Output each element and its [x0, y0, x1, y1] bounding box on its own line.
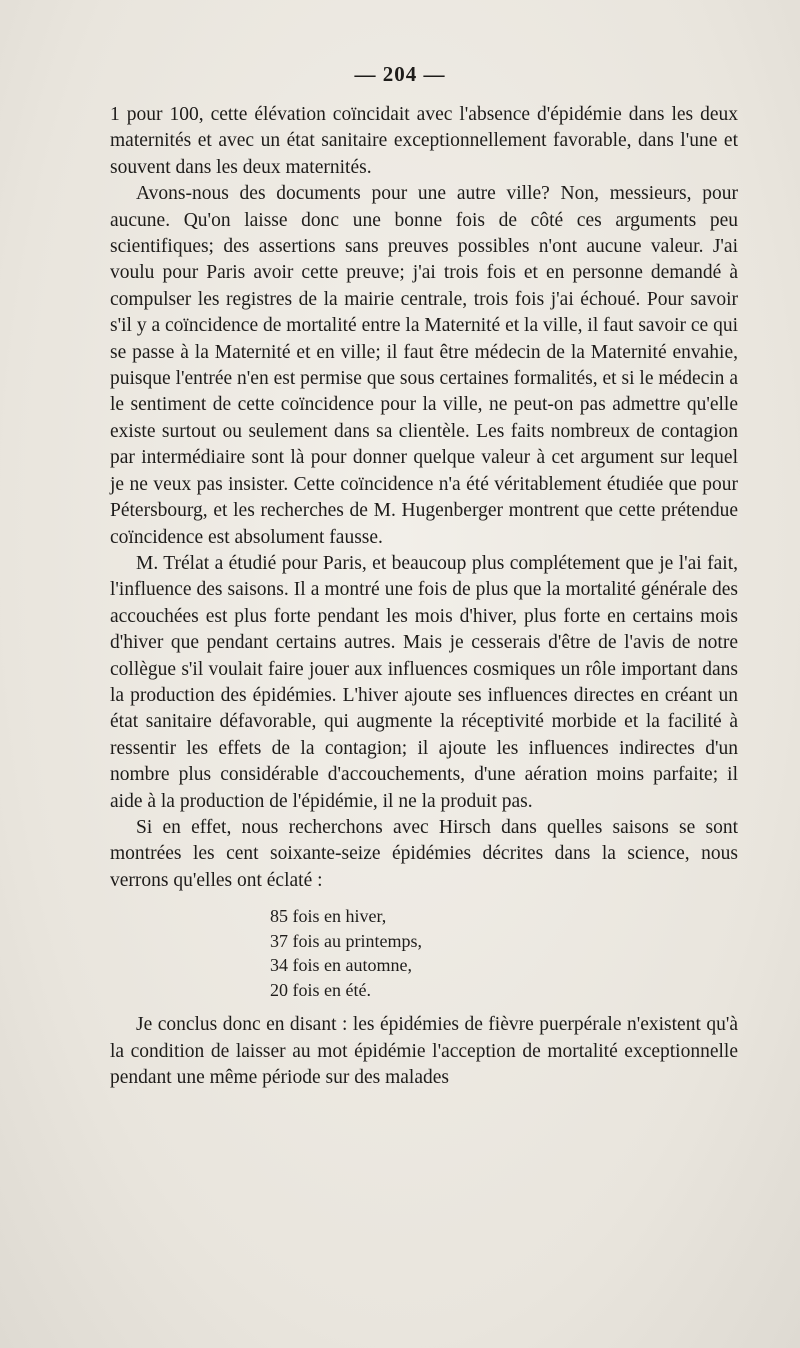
stat-summer: 20 fois en été.: [270, 979, 371, 1000]
page-body: [110, 102, 738, 1091]
paragraph-continued: 1 pour 100, cette élévation coïncidait avec l'absence d'épidémie dans les deux maternités et avec un état sanitaire exceptionnellement favorable, dans l'une et souvent dans les deux maternités.: [110, 104, 738, 178]
paragraph-documents: Avons-nous des documents pour une autre ville? Non, messieurs, pour aucune. Qu'on laisse donc une bonne fois de côté ces arguments peu scientifiques; des assertions sans preuves possibles n'ont aucune valeur. J'ai voulu pour Paris avoir cette preuve; j'ai trois fois et en personne demandé à compulser les registres de la mairie centrale, trois fois j'ai échoué. Pour savoir s'il y a coïncidence de mortalité entre la Maternité et la ville, il faut savoir ce qui se passe à la Maternité et en ville; il faut être médecin de la Maternité envahie, puisque l'entrée n'en est permise que sous certaines formalités, et si le médecin a le sentiment de cette coïncidence pour la ville, ne peut-on pas admettre qu'elle existe surtout ou seulement dans sa clientèle. Les faits nombreux de contagion par intermédiaire sont là pour donner quelque valeur à cet argument sur lequel je ne veux pas insister. Cette coïncidence n'a été véritablement étudiée que pour Pétersbourg, et les recherches de M. Hugenberger montrent que cette prétendue coïncidence est absolument fausse.: [110, 183, 738, 548]
paragraph-conclusion: Je conclus donc en disant : les épidémies de fièvre puerpérale n'existent qu'à la condition de laisser au mot épidémie l'acception de mortalité exceptionnelle pendant une même période sur des malades: [110, 1014, 738, 1088]
page-number: — 204 —: [354, 62, 446, 86]
stat-autumn: 34 fois en automne,: [270, 955, 412, 976]
season-stats-list: [270, 904, 738, 1002]
paragraph-hirsch: Si en effet, nous recherchons avec Hirsch dans quelles saisons se sont montrées les cent soixante-seize épidémies décrites dans la science, nous verrons qu'elles ont éclaté :: [110, 816, 738, 891]
stat-winter: 85 fois en hiver,: [270, 906, 387, 927]
paragraph-trelat: M. Trélat a étudié pour Paris, et beaucoup plus complétement que je l'ai fait, l'influence des saisons. Il a montré une fois de plus que la mortalité générale des accouchées est plus forte pendant les mois d'hiver, plus forte en certains mois d'hiver que pendant certains autres. Mais je cesserais d'être de l'avis de notre collègue s'il voulait faire jouer aux influences cosmiques un rôle important dans la production des épidémies. L'hiver ajoute ses influences directes en créant un état sanitaire défavorable, qui augmente la réceptivité morbide et la facilité à ressentir les effets de la contagion; il ajoute les influences indirectes d'un nombre plus considérable d'accouchements, d'une aération moins parfaite; il aide à la production de l'épidémie, il ne la produit pas.: [110, 552, 738, 812]
stat-spring: 37 fois au printemps,: [270, 930, 422, 951]
